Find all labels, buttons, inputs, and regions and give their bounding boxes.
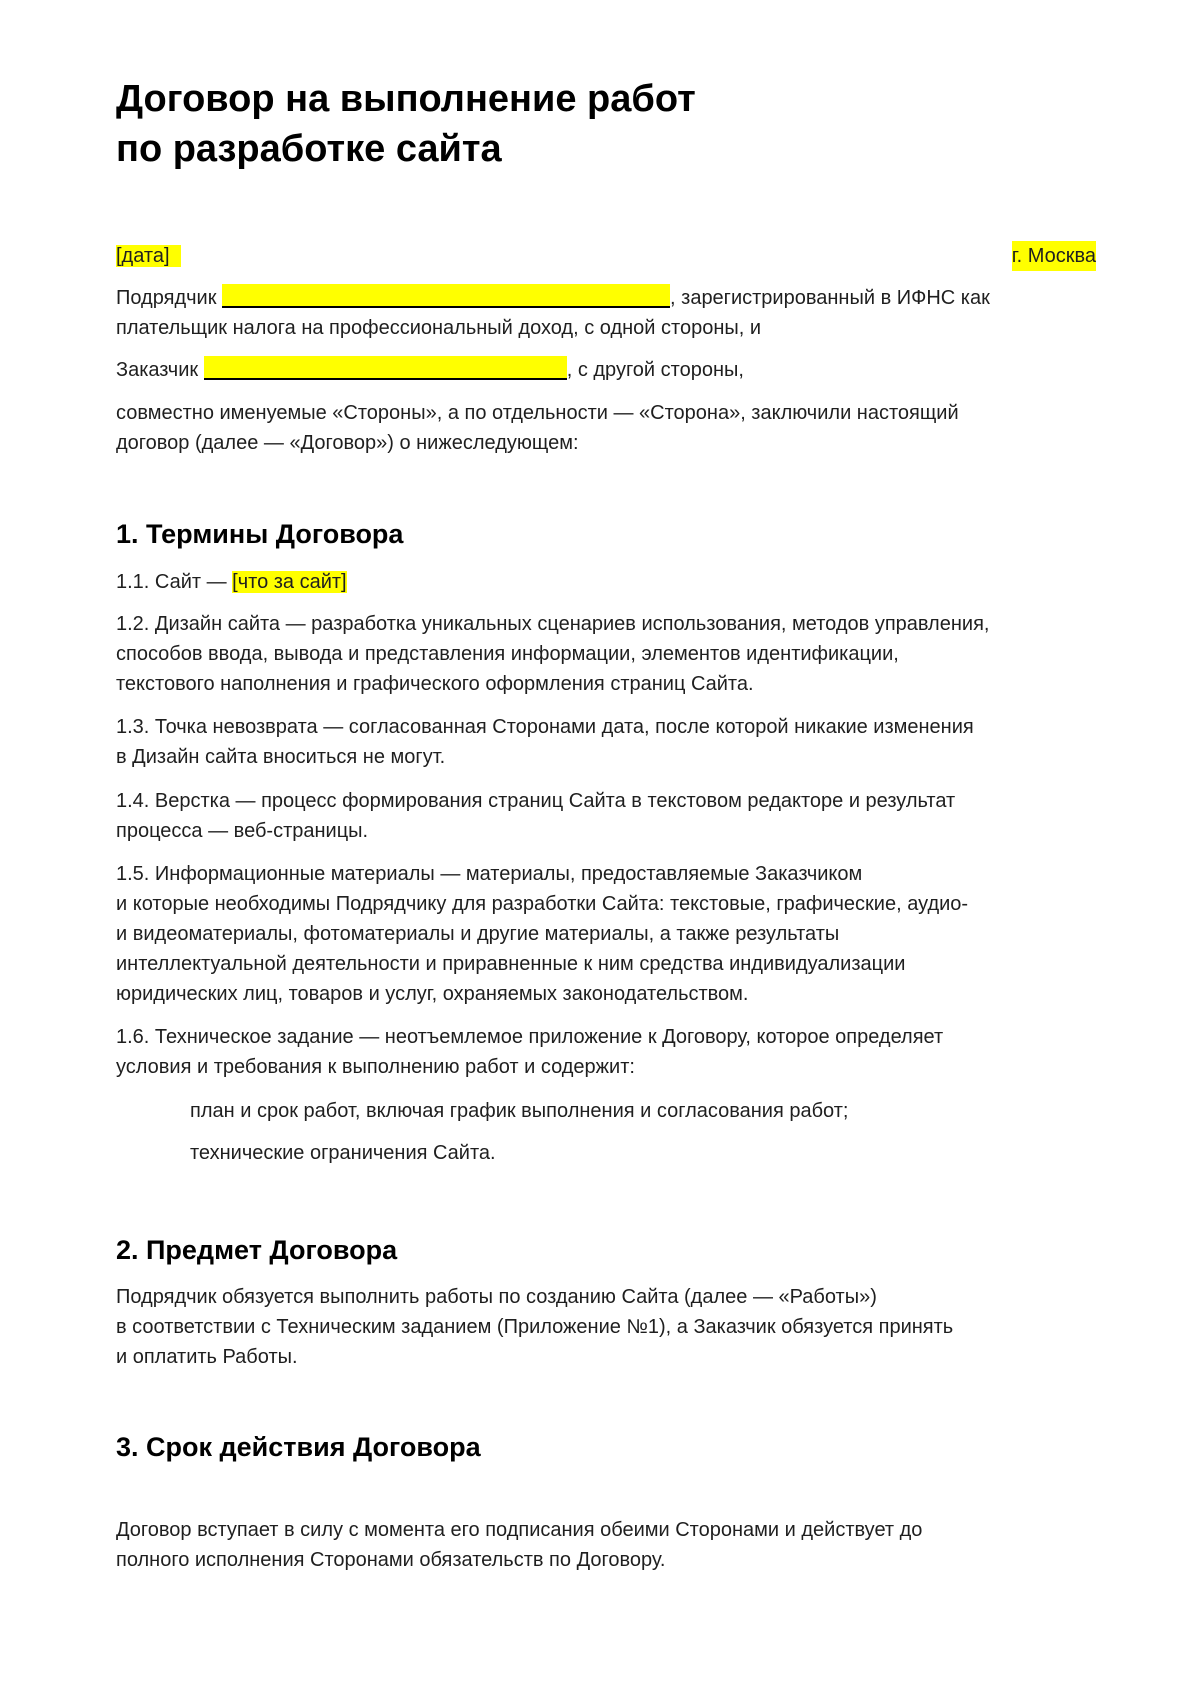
clause-1-3 [116,712,974,772]
customer-paragraph [116,355,744,385]
clause-1-5 [116,859,968,1009]
section2-paragraph [116,1282,953,1372]
title-line: Договор на выполнение работ [116,78,696,120]
site-placeholder: [что за сайт] [232,571,347,593]
customer-label: Заказчик [116,359,199,381]
text-line: 1.4. Верстка — процесс формирования страниц Сайта в текстовом редакторе и результат [116,790,956,812]
text-line: юридических лиц, товаров и услуг, охраняемых законодательством. [116,983,749,1005]
text-line: Подрядчик обязуется выполнить работы по созданию Сайта (далее — «Работы») [116,1286,877,1308]
date-field [116,241,181,271]
text-line: в Дизайн сайта вноситься не могут. [116,746,446,768]
text-line: 1.5. Информационные материалы — материалы, предоставляемые Заказчиком [116,863,863,885]
customer-name-blank [204,356,567,380]
text-line: текстового наполнения и графического оформления страниц Сайта. [116,673,754,695]
clause-1-4 [116,786,955,846]
list-item: технические ограничения Сайта. [190,1142,496,1164]
date-placeholder: [дата] [116,245,170,267]
text-line: 1.2. Дизайн сайта — разработка уникальных сценариев использования, методов управления, [116,613,990,635]
contractor-rest-line: плательщик налога на профессиональный доход, с одной стороны, и [116,317,762,339]
clause-prefix: 1.1. Сайт — [116,571,233,593]
section-heading: 3. Срок действия Договора [116,1432,481,1462]
text-line: и оплатить Работы. [116,1346,298,1368]
document-title [116,74,696,174]
clause-1-1 [116,567,347,597]
title-line: по разработке сайта [116,128,502,170]
text-line: и которые необходимы Подрядчику для разработки Сайта: текстовые, графические, аудио- [116,893,969,915]
text-line: в соответствии с Техническим заданием (Приложение №1), а Заказчик обязуется принять [116,1316,954,1338]
clause-1-6 [116,1022,943,1082]
text-line: процесса — веб-страницы. [116,820,369,842]
section-heading: 2. Предмет Договора [116,1235,398,1265]
text-line: 1.3. Точка невозврата — согласованная Сторонами дата, после которой никакие изменения [116,716,974,738]
contractor-paragraph [116,283,990,343]
text-line: способов ввода, вывода и представления информации, элементов идентификации, [116,643,899,665]
text-line: 1.6. Техническое задание — неотъемлемое приложение к Договору, которое определяет [116,1026,944,1048]
list-item: план и срок работ, включая график выполнения и согласования работ; [190,1100,849,1122]
text-line: совместно именуемые «Стороны», а по отдельности — «Сторона», заключили настоящий [116,402,959,424]
customer-rest: , с другой стороны, [566,359,744,381]
contractor-name-blank [222,284,670,308]
text-line: полного исполнения Сторонами обязательств по Договору. [116,1549,666,1571]
contractor-label: Подрядчик [116,287,217,309]
joint-paragraph [116,398,959,458]
text-line: Договор вступает в силу с момента его подписания обеими Сторонами и действует до [116,1519,923,1541]
text-line: договор (далее — «Договор») о нижеследующем: [116,432,579,454]
city-field: г. Москва [1012,241,1096,271]
section3-paragraph [116,1515,922,1575]
clause-1-2 [116,609,989,699]
text-line: условия и требования к выполнению работ и содержит: [116,1056,635,1078]
section-heading: 1. Термины Договора [116,519,404,549]
contractor-rest: , зарегистрированный в ИФНС как [670,287,990,309]
text-line: интеллектуальной деятельности и приравненные к ним средства индивидуализации [116,953,906,975]
text-line: и видеоматериалы, фотоматериалы и другие материалы, а также результаты [116,923,840,945]
